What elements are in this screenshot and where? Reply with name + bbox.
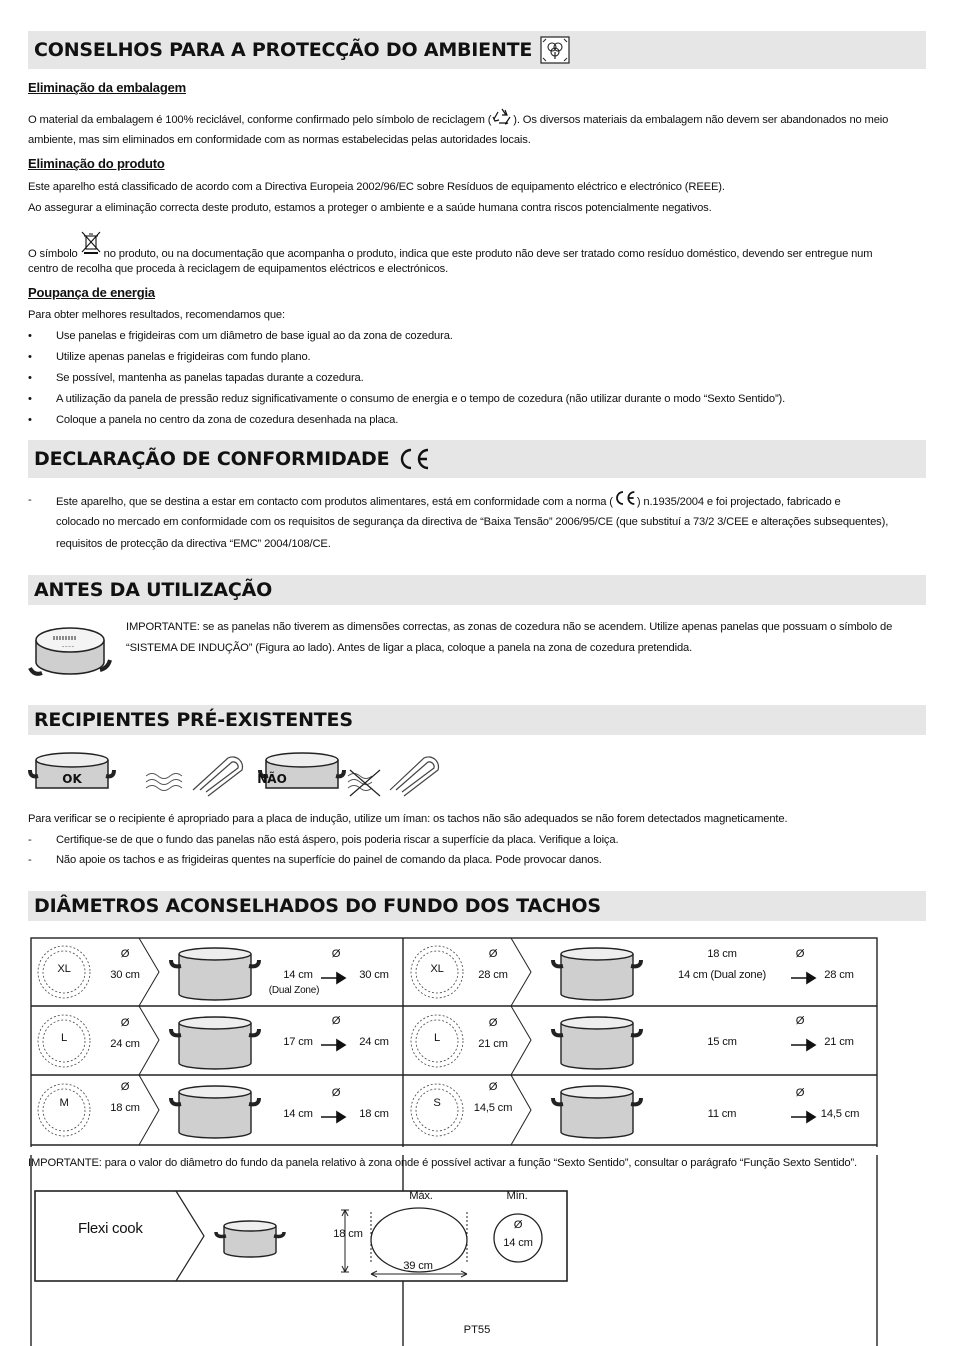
bullet-mark: • [28,372,32,384]
phi-symbol: Ø [795,1087,805,1099]
packaging-text-c: ambiente, mas sim eliminados em conformidade com as normas estabelecidas pelas autoridades locais. [28,134,531,146]
section-title-environment: CONSELHOS PARA A PROTECÇÃO DO AMBIENTE [34,39,533,61]
min-diameter-top: 18 cm [707,948,737,960]
packaging-text-a: O material da embalagem é 100% reciclável, conforme confirmado pelo símbolo de reciclagem ( [28,113,492,126]
zone-label: XL [430,963,444,975]
section-title-before-use: ANTES DA UTILIZAÇÃO [34,579,273,601]
bullet-mark: • [28,330,32,342]
dash-mark: - [28,834,32,846]
phi-symbol: Ø [331,948,341,960]
section-header-diameters [28,891,926,921]
zone-diameter: 14,5 cm [473,1102,513,1114]
energy-bullet: Coloque a panela no centro da zona de cozedura desenhada na placa. [56,414,399,426]
dash-mark: - [28,854,32,866]
min-diameter: 14 cm [283,1108,313,1120]
packaging-heading: Eliminação da embalagem [28,80,186,95]
max-diameter: 24 cm [359,1036,389,1048]
energy-bullet: Utilize apenas panelas e frigideiras com fundo plano. [56,351,311,363]
existing-bullet: Não apoie os tachos e as frigideiras quentes na superfície do painel de comando da placa. Pode provocar danos. [56,854,602,866]
product-paragraph-2: Ao assegurar a eliminação correcta deste produto, estamos a proteger o ambiente e a saúde humana contra riscos potencialmente negativos. [28,202,712,214]
energy-bullet: Use panelas e frigideiras com um diâmetro de base igual ao da zona de cozedura. [56,330,453,342]
phi-symbol: Ø [488,1081,498,1093]
zone-label: L [433,1032,441,1044]
flexi-max-label: Máx. [409,1190,433,1202]
zone-label: S [433,1097,441,1109]
svg-text:_ _ _ _: _ _ _ _ [62,642,74,647]
min-diameter: 11 cm [707,1108,737,1120]
zone-diameter: 28 cm [478,969,508,981]
min-note: (Dual Zone) [268,985,320,996]
product-paragraph-1: Este aparelho está classificado de acordo com a Directiva Europeia 2002/96/EC sobre Resíduos de equipamento eléctrico e electrónico (REEE). [28,181,725,193]
conformity-line-2: colocado no mercado em conformidade com os requisitos de segurança da directiva de “Baixa Tensão” 2006/95/CE (que substituí a 73/2 3/CEE e alterações subsequentes), [56,516,889,528]
zone-diameter: 24 cm [110,1038,140,1050]
max-diameter: 28 cm [824,969,854,981]
min-diameter: 14 cm (Dual zone) [677,969,766,981]
before-use-text-1: IMPORTANTE: se as panelas não tiverem as dimensões correctas, as zonas de cozedura não se acendem. Utilize apenas panelas que possuam o símbolo de [126,621,893,633]
conformity-text-a: Este aparelho, que se destina a estar em contacto com produtos alimentares, está em conformidade com a norma ( [56,495,613,508]
phi-symbol: Ø [120,1081,130,1093]
before-use-text-2: “SISTEMA DE INDUÇÃO” (Figura ao lado). Antes de ligar a placa, coloque a panela na zona de cozedura pretendida. [126,642,693,654]
zone-diameter: 21 cm [478,1038,508,1050]
conformity-line-1 [56,490,841,514]
product-text-c: centro de recolha que proceda à reciclagem de equipamentos eléctricos e electrónicos. [28,263,449,275]
product-heading: Eliminação do produto [28,156,165,171]
dash-mark: - [28,494,32,506]
packaging-text-b: ). Os diversos materiais da embalagem não devem ser abandonados no meio [513,113,889,126]
max-diameter: 18 cm [359,1108,389,1120]
phi-symbol: Ø [488,948,498,960]
no-label: NÃO [257,772,287,786]
max-diameter: 14,5 cm [820,1108,860,1120]
max-diameter: 30 cm [359,969,389,981]
min-diameter: 15 cm [707,1036,737,1048]
section-title-conformity: DECLARAÇÃO DE CONFORMIDADE [34,448,390,470]
conformity-text-b: ) n.1935/2004 e foi projectado, fabricado e [636,495,841,508]
section-header-environment [28,31,926,69]
phi-symbol: Ø [795,1015,805,1027]
product-text-a: O símbolo [28,247,78,260]
bullet-mark: • [28,393,32,405]
existing-bullet: Certifique-se de que o fundo das panelas não está áspero, pois poderia riscar a superfície da placa. Verifique a loiça. [56,834,619,846]
ok-label: OK [62,772,82,786]
min-diameter: 14 cm [283,969,313,981]
energy-intro: Para obter melhores resultados, recomendamos que: [28,309,285,321]
zone-diameter: 30 cm [110,969,140,981]
flexi-min-label: Mín. [506,1190,528,1202]
zone-diameter: 18 cm [110,1102,140,1114]
zone-label: M [59,1097,69,1109]
section-title-diameters: DIÂMETROS ACONSELHADOS DO FUNDO DOS TACHOS [34,895,601,917]
ce-mark-icon [397,447,431,471]
section-title-existing: RECIPIENTES PRÉ-EXISTENTES [34,709,353,731]
min-diameter: 17 cm [283,1036,313,1048]
crossed-bin-icon [78,229,104,263]
phi-symbol: Ø [331,1015,341,1027]
flexi-height: 18 cm [333,1228,363,1240]
energy-heading: Poupança de energia [28,285,155,300]
energy-bullet: A utilização da panela de pressão reduz significativamente o consumo de energia e o tempo de cozedura (não utilizar durante o modo “Sexto Sentido”). [56,393,786,405]
section-header-conformity [28,440,926,478]
existing-intro: Para verificar se o recipiente é apropriado para a placa de indução, utilize um íman: os tachos não são adequados se não forem detectados magneticamente. [28,813,788,825]
flexi-cook-box [34,1190,570,1289]
page-number: PT55 [463,1324,491,1336]
phi-symbol: Ø [120,1017,130,1029]
phi-symbol: Ø [795,948,805,960]
induction-pot-icon [28,618,112,685]
section-header-existing [28,705,926,735]
ce-mark-icon [613,490,637,514]
flexi-cook-label: Flexi cook [78,1220,143,1237]
bullet-mark: • [28,351,32,363]
phi-symbol: Ø [120,948,130,960]
phi-symbol: Ø [488,1017,498,1029]
section-header-before-use [28,575,926,605]
flexi-min-diameter: 14 cm [503,1237,533,1249]
max-diameter: 21 cm [824,1036,854,1048]
phi-symbol: Ø [513,1219,523,1231]
zone-label: XL [57,963,71,975]
bullet-mark: • [28,414,32,426]
energy-bullet: Se possível, mantenha as panelas tapadas durante a cozedura. [56,372,364,384]
phi-symbol: Ø [331,1087,341,1099]
product-text-b: no produto, ou na documentação que acompanha o produto, indica que este produto não deve ser tratado como resíduo doméstico, devendo ser entregue num [103,247,873,260]
zone-label: L [60,1032,68,1044]
recycle-leaf-icon [540,36,570,64]
conformity-line-3: requisitos de protecção da directiva “EMC” 2004/108/CE. [56,538,331,550]
diameter-note: IMPORTANTE: para o valor do diâmetro do fundo da panela relativo à zona onde é possível activar a função “Sexto Sentido”, consultar o parágrafo “Função Sexto Sentido”. [28,1157,857,1169]
flexi-width: 39 cm [403,1260,433,1272]
